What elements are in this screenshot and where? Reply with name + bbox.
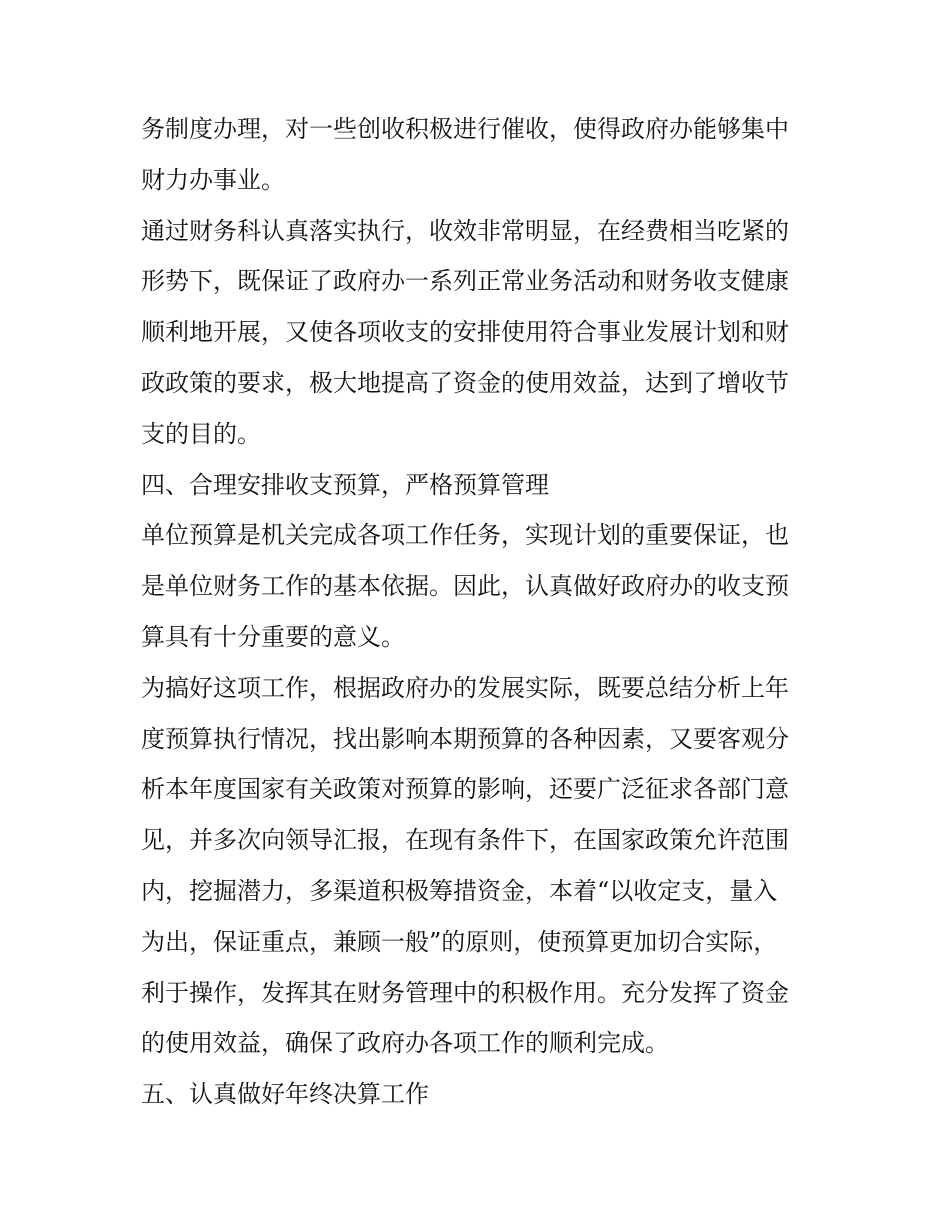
text-line: 为搞好这项工作，根据政府办的发展实际，既要总结分析上年 bbox=[141, 673, 789, 702]
text-line: 形势下，既保证了政府办一系列正常业务活动和财务收支健康 bbox=[141, 267, 789, 296]
text-line: 支的目的。 bbox=[141, 419, 261, 448]
section-heading: 五、认真做好年终决算工作 bbox=[141, 1080, 429, 1109]
text-line: 利于操作，发挥其在财务管理中的积极作用。充分发挥了资金 bbox=[141, 978, 789, 1007]
text-line: 务制度办理，对一些创收积极进行催收，使得政府办能够集中 bbox=[141, 115, 789, 143]
section-heading: 四、合理安排收支预算，严格预算管理 bbox=[141, 470, 549, 499]
text-line: 顺利地开展，又使各项收支的安排使用符合事业发展计划和财 bbox=[141, 318, 789, 347]
text-line: 财力办事业。 bbox=[141, 165, 285, 194]
text-line: 单位预算是机关完成各项工作任务，实现计划的重要保证，也 bbox=[141, 521, 789, 550]
text-line: 为出，保证重点，兼顾一般”的原则，使预算更加切合实际， bbox=[141, 927, 778, 956]
text-line: 政政策的要求，极大地提高了资金的使用效益，达到了增收节 bbox=[141, 368, 789, 397]
text-line: 是单位财务工作的基本依据。因此，认真做好政府办的收支预 bbox=[141, 572, 789, 601]
text-line: 见，并多次向领导汇报，在现有条件下，在国家政策允许范围 bbox=[141, 826, 789, 855]
text-line: 通过财务科认真落实执行，收效非常明显，在经费相当吃紧的 bbox=[141, 216, 789, 245]
text-line: 析本年度国家有关政策对预算的影响，还要广泛征求各部门意 bbox=[141, 775, 789, 804]
document-body bbox=[141, 104, 821, 1120]
text-line: 度预算执行情况，找出影响本期预算的各种因素，又要客观分 bbox=[141, 724, 789, 753]
text-line: 内，挖掘潜力，多渠道积极筹措资金，本着“以收定支，量入 bbox=[141, 876, 778, 905]
text-line: 的使用效益，确保了政府办各项工作的顺利完成。 bbox=[141, 1029, 669, 1058]
text-line: 算具有十分重要的意义。 bbox=[141, 622, 405, 651]
